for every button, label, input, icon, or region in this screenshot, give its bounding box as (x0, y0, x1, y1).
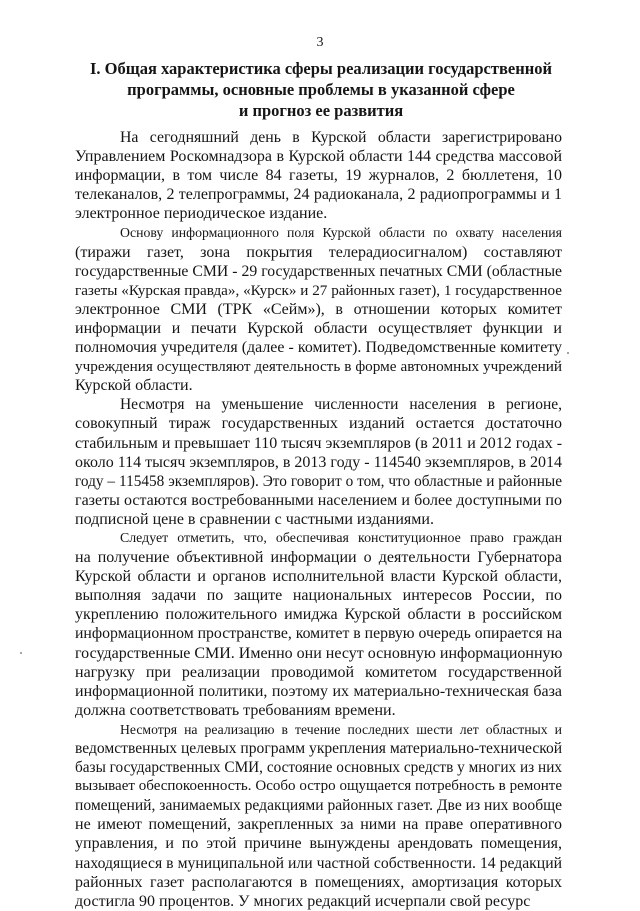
text-line: Курской области. (75, 377, 193, 395)
text-line: газеты «Курская правда», «Курск» и 27 районных газет), 1 государственное (75, 281, 562, 299)
text-line: Несмотря на уменьшение численности населения в регионе, (120, 396, 562, 414)
text-line: районных газет располагаются в помещениях, амортизация которых (75, 873, 562, 891)
text-line: (тиражи газет, зона покрытия телерадиосигналом) составляют (75, 243, 562, 261)
paragraph (75, 128, 562, 223)
text-line: телеканалов, 2 телепрограммы, 24 радиоканала, 2 радиопрограммы и 1 (75, 186, 562, 204)
text-line: находящиеся в муниципальной или частной собственности. 14 редакций (75, 854, 562, 872)
text-line: электронное периодическое издание. (75, 205, 328, 223)
heading-line: I. Общая характеристика сферы реализации государственной (90, 59, 552, 78)
text-line: около 114 тысяч экземпляров, в 2013 году - 114540 экземпляров, в 2014 (75, 453, 562, 471)
text-line: электронное СМИ (ТРК «Сейм»), в отношении которых комитет (75, 300, 562, 318)
text-line: выполняя задачи по защите национальных интересов России, по (75, 587, 562, 605)
document-body (75, 128, 562, 911)
paragraph (75, 223, 562, 395)
text-line: управления, и по этой причине вынуждены арендовать помещения, (75, 835, 562, 853)
text-line: должна соответствовать требованиям времени. (75, 701, 396, 719)
text-line: совокупный тираж государственных изданий остается достаточно (75, 415, 562, 433)
heading-line: программы, основные проблемы в указанной сфере (127, 80, 515, 99)
text-line: на получение объективной информации о деятельности Губернатора (75, 549, 562, 567)
text-line: На сегодняшний день в Курской области зарегистрировано (120, 129, 562, 146)
text-line: Следует отметить, что, обеспечивая конституционное право граждан (120, 530, 562, 546)
text-line: информационном пространстве, комитет в первую очередь опирается на (75, 625, 563, 643)
text-line: ведомственных целевых программ укрепления материально-технической (75, 740, 563, 757)
scan-speck (567, 352, 569, 354)
text-line: Управлением Роскомнадзора в Курской области 144 средства массовой (75, 148, 562, 166)
text-line: помещений, занимаемых редакциями районных газет. Две из них вообще (75, 797, 563, 815)
text-line: достигла 90 процентов. У многих редакций исчерпали свой ресурс (75, 892, 531, 910)
section-heading (90, 58, 552, 121)
text-line: базы государственных СМИ, состояние основных средств у многих из них (75, 759, 562, 777)
text-line: полномочия учредителя (далее - комитет). Подведомственные комитету (75, 339, 562, 357)
heading-line: и прогноз ее развития (238, 101, 404, 120)
paragraph (75, 720, 562, 911)
text-line: Несмотря на реализацию в течение последних шести лет областных и (120, 721, 562, 737)
text-line: информации и печати Курской области осуществляет функции и (75, 319, 562, 337)
paragraph (75, 395, 562, 529)
text-line: подписной цене в сравнении с частными изданиями. (75, 510, 434, 528)
text-line: Курской области и органов исполнительной власти Курской области, (75, 568, 562, 586)
page-number: 3 (316, 35, 324, 50)
text-line: государственные СМИ - 29 государственных печатных СМИ (областные (75, 262, 562, 280)
text-line: информации, в том числе 84 газеты, 19 журналов, 2 бюллетеня, 10 (75, 167, 562, 185)
text-line: нагрузку при реализации проводимой комитетом государственной (75, 663, 562, 681)
text-line: не имеют помещений, закрепленных за ними на праве оперативного (75, 816, 562, 834)
scan-speck (20, 652, 22, 654)
text-line: газеты остаются востребованными населением и более доступными по (75, 491, 562, 509)
text-line: стабильным и превышает 110 тысяч экземпляров (в 2011 и 2012 годах - (75, 434, 563, 452)
text-line: году – 115458 экземпляров). Это говорит о том, что областные и районные (75, 472, 562, 490)
text-line: вызывает обеспокоенность. Особо остро ощущается потребность в ремонте (75, 778, 562, 795)
text-line: Основу информационного поля Курской области по охвату населения (120, 225, 562, 241)
paragraph (75, 529, 562, 720)
text-line: государственные СМИ. Именно они несут основную информационную (75, 644, 563, 662)
text-line: укреплению положительного имиджа Курской области в российском (75, 606, 562, 624)
text-line: учреждения осуществляют деятельность в форме автономных учреждений (75, 358, 562, 376)
text-line: информационной политики, поэтому их материально-техническая база (75, 682, 562, 700)
